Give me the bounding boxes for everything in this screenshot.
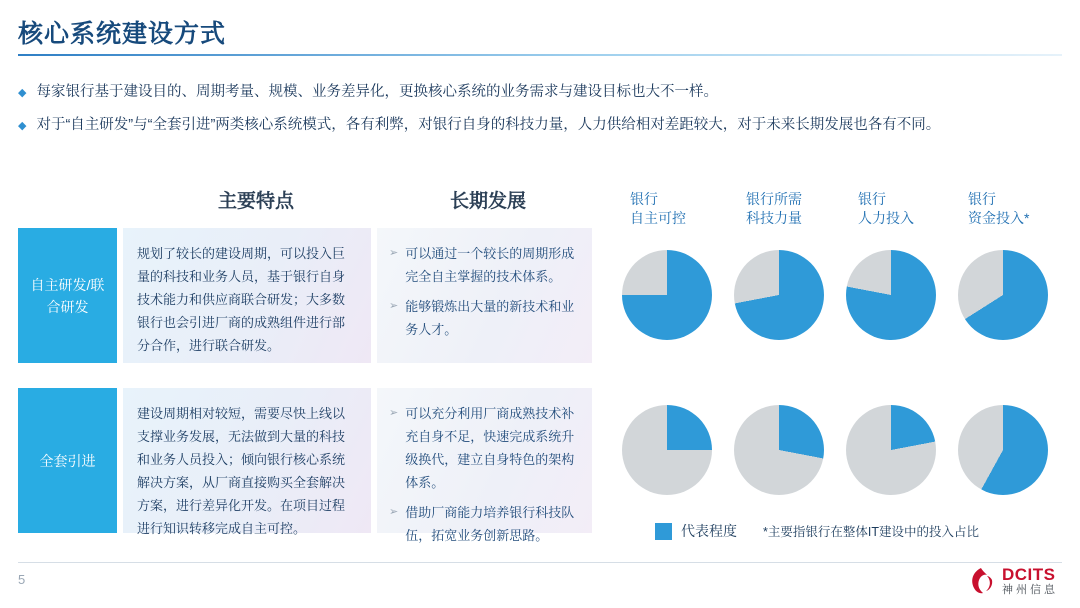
pie-chart — [846, 250, 936, 340]
pie-chart — [958, 405, 1048, 495]
list-item — [389, 402, 580, 494]
column-header-features: 主要特点 — [218, 191, 295, 212]
page-number: 5 — [18, 572, 26, 587]
logo-text-cn: 神州信息 — [1002, 584, 1058, 596]
pie-column-header-2: 银行 人力投入 — [858, 191, 914, 226]
longterm-text: 能够锻炼出大量的新技术和业务人才。 — [405, 299, 575, 337]
footer-divider — [18, 562, 1062, 563]
row-mode-label: 自主研发/联合研发 — [18, 228, 117, 363]
longterm-text: 借助厂商能力培养银行科技队伍，拓宽业务创新思路。 — [405, 505, 575, 543]
legend-swatch-icon — [655, 523, 672, 540]
row-longterm-list — [377, 388, 592, 543]
arrow-right-icon: ➢ — [389, 407, 399, 419]
pie-column-header-3: 银行 资金投入* — [968, 191, 1030, 226]
pie-chart — [958, 250, 1048, 340]
bullet-text: 对于“自主研发”与“全套引进”两类核心系统模式，各有利弊，对银行自身的科技力量，人力供给相对差距较大，对于未来长期发展也各有不同。 — [36, 117, 941, 133]
list-item — [389, 501, 580, 547]
column-header-longterm: 长期发展 — [450, 191, 527, 212]
row-mode-label: 全套引进 — [18, 388, 117, 533]
brand-logo — [966, 566, 1058, 596]
longterm-text: 可以通过一个较长的周期形成完全自主掌握的技术体系。 — [405, 246, 575, 284]
pie-chart — [734, 250, 824, 340]
bullet-list — [18, 82, 1062, 148]
slide-header — [0, 0, 1080, 60]
row-features-text: 建设周期相对较短，需要尽快上线以支撑业务发展，无法做到大量的科技和业务人员投入；倾向银行核心系统解决方案，从厂商直接购买全套解决方案，进行差异化开发。在项目过程进行知识转移完成自主可控。 — [123, 388, 371, 533]
diamond-bullet-icon: ◆ — [18, 120, 27, 132]
pie-column-header-1: 银行所需 科技力量 — [746, 191, 802, 226]
bullet-text: 每家银行基于建设目的、周期考量、规模、业务差异化，更换核心系统的业务需求与建设目标也大不一样。 — [36, 84, 718, 100]
legend-footnote: *主要指银行在整体IT建设中的投入占比 — [763, 525, 979, 539]
row-features-text: 规划了较长的建设周期，可以投入巨量的科技和业务人员，基于银行自身技术能力和供应商联合研发；大多数银行也会引进厂商的成熟组件进行部分合作，进行联合研发。 — [123, 228, 371, 363]
list-item — [389, 242, 580, 288]
arrow-right-icon: ➢ — [389, 300, 399, 312]
table-row — [18, 228, 592, 363]
table-row — [18, 388, 592, 543]
arrow-right-icon: ➢ — [389, 247, 399, 259]
pie-chart — [734, 405, 824, 495]
pie-chart — [622, 250, 712, 340]
title-divider — [18, 54, 1062, 56]
diamond-bullet-icon: ◆ — [18, 87, 27, 99]
list-item — [18, 115, 1062, 135]
legend-label: 代表程度 — [681, 523, 737, 539]
chart-legend — [655, 521, 979, 541]
list-item — [389, 295, 580, 341]
dcits-mark-icon — [966, 566, 996, 596]
pie-chart — [846, 405, 936, 495]
pie-column-header-0: 银行 自主可控 — [630, 191, 686, 226]
pie-chart — [622, 405, 712, 495]
row-longterm-list — [377, 228, 592, 363]
longterm-text: 可以充分利用厂商成熟技术补充自身不足，快速完成系统升级换代，建立自身特色的架构体系。 — [405, 406, 575, 490]
page-title: 核心系统建设方式 — [18, 20, 227, 48]
list-item — [18, 82, 1062, 102]
logo-text-en: DCITS — [1002, 565, 1056, 584]
arrow-right-icon: ➢ — [389, 506, 399, 518]
